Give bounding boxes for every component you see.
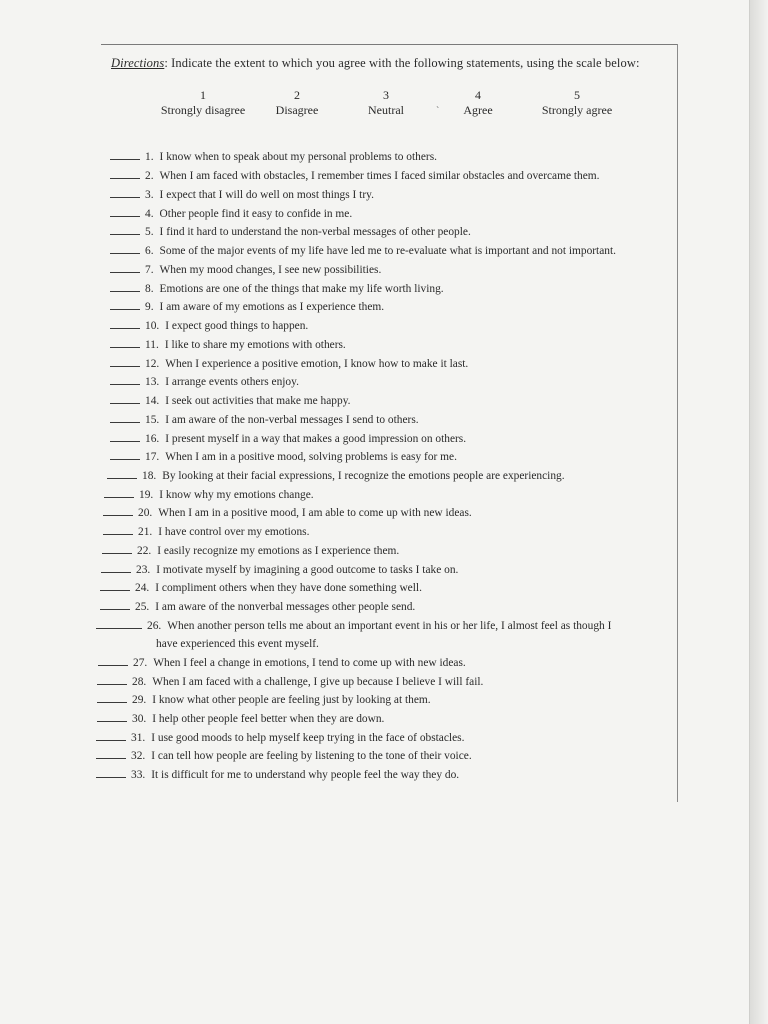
item-number: 32. — [131, 750, 146, 762]
item-text: I expect good things to happen. — [165, 320, 309, 332]
answer-blank[interactable] — [97, 712, 127, 722]
scan-edge — [749, 0, 768, 1024]
question-item-6 — [110, 244, 616, 258]
question-item-1 — [110, 150, 437, 164]
item-number: 26. — [147, 620, 162, 632]
item-text: Some of the major events of my life have led me to re-evaluate what is important and not important. — [159, 245, 616, 257]
item-text: I have control over my emotions. — [158, 526, 310, 538]
question-item-26 — [96, 619, 611, 633]
question-item-7 — [110, 263, 381, 277]
item-text: When I feel a change in emotions, I tend to come up with new ideas. — [153, 657, 466, 669]
stray-mark: ` — [436, 106, 440, 117]
item-number: 9. — [145, 301, 154, 313]
question-item-12 — [110, 357, 468, 371]
answer-blank[interactable] — [110, 244, 140, 254]
item-number: 13. — [145, 376, 160, 388]
scale-label: Agree — [463, 103, 493, 117]
item-number: 14. — [145, 395, 160, 407]
question-item-28 — [97, 675, 483, 689]
question-item-29 — [97, 693, 431, 707]
scale-number: 4 — [474, 88, 481, 102]
answer-blank[interactable] — [97, 693, 127, 703]
answer-blank[interactable] — [96, 619, 142, 629]
scale-option-1 — [161, 88, 245, 118]
item-number: 23. — [136, 564, 151, 576]
question-item-32 — [96, 749, 472, 763]
item-text: When I am in a positive mood, I am able to come up with new ideas. — [158, 507, 472, 519]
answer-blank[interactable] — [110, 394, 140, 404]
frame-right-rule — [677, 44, 678, 802]
item-text: Other people find it easy to confide in me. — [159, 208, 353, 220]
item-text: I know why my emotions change. — [159, 489, 314, 501]
question-item-5 — [110, 225, 471, 239]
item-text: I easily recognize my emotions as I experience them. — [157, 545, 400, 557]
item-text: When I am faced with a challenge, I give up because I believe I will fail. — [152, 676, 484, 688]
question-item-13 — [110, 375, 299, 389]
item-number: 30. — [132, 713, 147, 725]
question-item-11 — [110, 338, 346, 352]
item-number: 8. — [145, 283, 154, 295]
scale-label: Disagree — [275, 103, 319, 117]
item-text: I seek out activities that make me happy. — [165, 395, 351, 407]
answer-blank[interactable] — [110, 225, 140, 235]
item-text: I am aware of the non-verbal messages I send to others. — [165, 414, 419, 426]
directions-label: Directions — [111, 56, 165, 70]
scale-number: 3 — [382, 88, 389, 102]
question-item-9 — [110, 300, 384, 314]
answer-blank[interactable] — [98, 656, 128, 666]
item-number: 27. — [133, 657, 148, 669]
question-item-3 — [110, 188, 374, 202]
item-number: 6. — [145, 245, 154, 257]
answer-blank[interactable] — [110, 169, 140, 179]
answer-blank[interactable] — [110, 413, 140, 423]
item-text-continuation: have experienced this event myself. — [156, 638, 319, 650]
scale-option-2 — [276, 88, 319, 118]
scale-number: 5 — [574, 88, 580, 102]
item-text: It is difficult for me to understand why people feel the way they do. — [151, 769, 460, 781]
item-text: Emotions are one of the things that make my life worth living. — [159, 283, 444, 295]
answer-blank[interactable] — [104, 488, 134, 498]
answer-blank[interactable] — [96, 768, 126, 778]
answer-blank[interactable] — [96, 731, 126, 741]
item-text: When I am faced with obstacles, I remember times I faced similar obstacles and overcame them. — [159, 170, 600, 182]
question-item-10 — [110, 319, 308, 333]
item-text: When another person tells me about an important event in his or her life, I almost feel as though I — [167, 620, 612, 632]
item-number: 10. — [145, 320, 160, 332]
item-number: 21. — [138, 526, 153, 538]
item-number: 19. — [139, 489, 154, 501]
answer-blank[interactable] — [110, 188, 140, 198]
question-item-33 — [96, 768, 459, 782]
item-text: When I am in a positive mood, solving problems is easy for me. — [165, 451, 457, 463]
question-item-22 — [102, 544, 399, 558]
item-number: 24. — [135, 582, 150, 594]
question-item-27 — [98, 656, 466, 670]
answer-blank[interactable] — [110, 450, 140, 460]
answer-blank[interactable] — [110, 150, 140, 160]
scale-option-4 — [463, 88, 492, 118]
item-number: 1. — [145, 151, 154, 163]
item-number: 31. — [131, 732, 146, 744]
item-text: I motivate myself by imagining a good outcome to tasks I take on. — [156, 564, 459, 576]
question-item-4 — [110, 207, 352, 221]
item-text: I find it hard to understand the non-verbal messages of other people. — [159, 226, 471, 238]
item-number: 7. — [145, 264, 154, 276]
answer-blank[interactable] — [97, 675, 127, 685]
question-item-8 — [110, 282, 444, 296]
item-text: I am aware of the nonverbal messages other people send. — [155, 601, 416, 613]
answer-blank[interactable] — [110, 263, 140, 273]
scale-number: 1 — [199, 88, 206, 102]
item-number: 5. — [145, 226, 154, 238]
item-text: I am aware of my emotions as I experience them. — [159, 301, 385, 313]
item-text: When my mood changes, I see new possibilities. — [159, 264, 382, 276]
item-number: 11. — [145, 339, 159, 351]
item-number: 28. — [132, 676, 147, 688]
item-number: 18. — [142, 470, 157, 482]
item-number: 25. — [135, 601, 150, 613]
question-item-24 — [100, 581, 422, 595]
scale-option-3 — [368, 88, 404, 118]
item-text: When I experience a positive emotion, I know how to make it last. — [165, 358, 469, 370]
item-number: 20. — [138, 507, 153, 519]
answer-blank[interactable] — [101, 563, 131, 573]
answer-blank[interactable] — [110, 319, 140, 329]
question-item-31 — [96, 731, 464, 745]
item-text: I know when to speak about my personal problems to others. — [159, 151, 437, 163]
item-number: 15. — [145, 414, 160, 426]
scale-number: 2 — [294, 88, 300, 102]
answer-blank[interactable] — [110, 338, 140, 348]
answer-blank[interactable] — [102, 544, 132, 554]
item-number: 22. — [137, 545, 152, 557]
item-number: 12. — [145, 358, 160, 370]
question-item-15 — [110, 413, 419, 427]
item-number: 33. — [131, 769, 146, 781]
answer-blank[interactable] — [110, 300, 140, 310]
question-item-16 — [110, 432, 466, 446]
answer-blank[interactable] — [110, 375, 140, 385]
frame-top-rule — [101, 44, 678, 45]
item-text: I like to share my emotions with others. — [164, 339, 346, 351]
answer-blank[interactable] — [100, 600, 130, 610]
answer-blank[interactable] — [103, 525, 133, 535]
question-item-14 — [110, 394, 351, 408]
question-item-20 — [103, 506, 472, 520]
scale-label: Strongly agree — [541, 103, 613, 117]
item-number: 3. — [145, 189, 154, 201]
item-text: I expect that I will do well on most things I try. — [159, 189, 374, 201]
question-item-21 — [103, 525, 309, 539]
answer-blank[interactable] — [110, 282, 140, 292]
item-text: I know what other people are feeling just by looking at them. — [152, 694, 431, 706]
question-item-25 — [100, 600, 415, 614]
item-text: By looking at their facial expressions, I recognize the emotions people are experiencing. — [162, 470, 565, 482]
directions-text — [111, 56, 671, 71]
directions-instruction: : Indicate the extent to which you agree with the following statements, using the scale below: — [164, 56, 640, 70]
item-text: I compliment others when they have done something well. — [155, 582, 422, 594]
answer-blank[interactable] — [110, 357, 140, 367]
item-text: I use good moods to help myself keep trying in the face of obstacles. — [151, 732, 465, 744]
answer-blank[interactable] — [110, 432, 140, 442]
answer-blank[interactable] — [100, 581, 130, 591]
answer-blank[interactable] — [103, 506, 133, 516]
scale-label: Neutral — [368, 103, 404, 117]
answer-blank[interactable] — [96, 749, 126, 759]
question-item-23 — [101, 563, 458, 577]
scale-label: Strongly disagree — [160, 103, 246, 117]
question-item-2 — [110, 169, 600, 183]
answer-blank[interactable] — [107, 469, 137, 479]
rating-scale — [0, 88, 750, 122]
item-text: I help other people feel better when they are down. — [152, 713, 385, 725]
item-number: 4. — [145, 208, 154, 220]
question-item-30 — [97, 712, 384, 726]
item-number: 2. — [145, 170, 154, 182]
question-item-18 — [107, 469, 565, 483]
question-item-17 — [110, 450, 457, 464]
item-number: 16. — [145, 433, 160, 445]
item-text: I can tell how people are feeling by listening to the tone of their voice. — [151, 750, 472, 762]
item-number: 29. — [132, 694, 147, 706]
question-item-19 — [104, 488, 314, 502]
item-text: I arrange events others enjoy. — [165, 376, 299, 388]
scale-option-5 — [542, 88, 612, 118]
answer-blank[interactable] — [110, 207, 140, 217]
item-text: I present myself in a way that makes a good impression on others. — [165, 433, 467, 445]
item-number: 17. — [145, 451, 160, 463]
